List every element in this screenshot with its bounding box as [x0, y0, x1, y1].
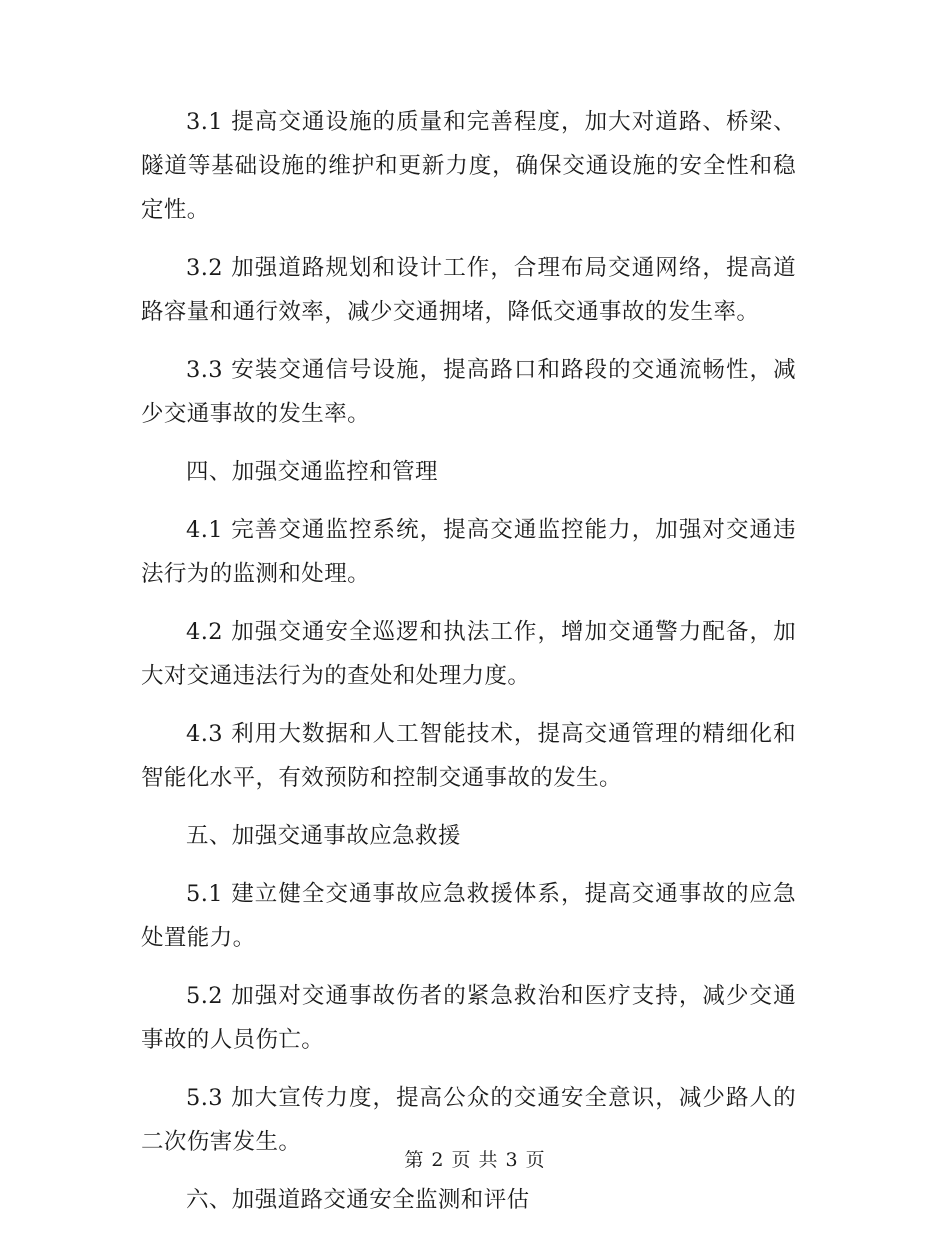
paragraph-4-2: 4.2 加强交通安全巡逻和执法工作，增加交通警力配备，加大对交通违法行为的查处和处理力度。: [141, 619, 796, 689]
paragraph-5-1: 5.1 建立健全交通事故应急救援体系，提高交通事故的应急处置能力。: [141, 881, 796, 951]
paragraph-4-1: 4.1 完善交通监控系统，提高交通监控能力，加强对交通违法行为的监测和处理。: [141, 517, 796, 587]
paragraph-5-2: 5.2 加强对交通事故伤者的紧急救治和医疗支持，减少交通事故的人员伤亡。: [141, 983, 796, 1053]
document-body: [141, 100, 796, 1236]
section-heading-5: 五、加强交通事故应急救援: [186, 823, 461, 849]
section-heading-6: 六、加强道路交通安全监测和评估: [186, 1187, 530, 1213]
paragraph-3-1: 3.1 提高交通设施的质量和完善程度，加大对道路、桥梁、隧道等基础设施的维护和更新力度，确保交通设施的安全性和稳定性。: [141, 109, 796, 223]
page-number-footer: 第 2 页 共 3 页: [404, 1149, 546, 1171]
paragraph-4-3: 4.3 利用大数据和人工智能技术，提高交通管理的精细化和智能化水平，有效预防和控制交通事故的发生。: [141, 721, 796, 791]
paragraph-5-3: 5.3 加大宣传力度，提高公众的交通安全意识，减少路人的二次伤害发生。: [141, 1085, 796, 1155]
paragraph-3-2: 3.2 加强道路规划和设计工作，合理布局交通网络，提高道路容量和通行效率，减少交通拥堵，降低交通事故的发生率。: [141, 255, 796, 325]
section-heading-4: 四、加强交通监控和管理: [186, 459, 438, 485]
paragraph-3-3: 3.3 安装交通信号设施，提高路口和路段的交通流畅性，减少交通事故的发生率。: [141, 357, 796, 427]
